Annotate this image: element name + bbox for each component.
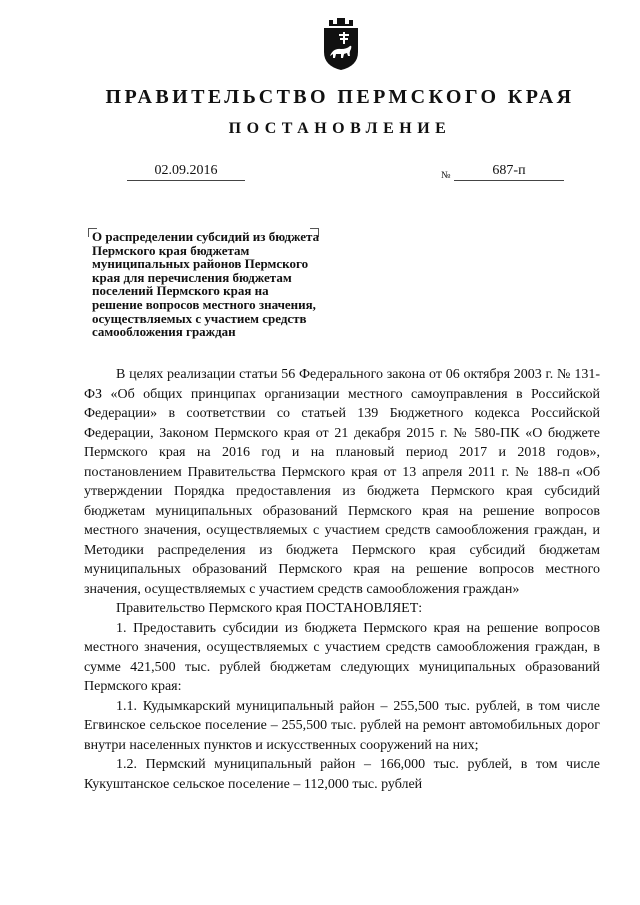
preamble-paragraph: В целях реализации статьи 56 Федерального закона от 06 октября 2003 г. № 131-ФЗ «Об общих принципах организации местного самоуправления в Российской Федерации» в соответствии со статьей 139 Бюджетного кодекса Российской Федерации, Законом Пермского края от 21 декабря 2015 г. № 580-ПК «О бюджете Пермского края на 2016 год и на плановый период 2017 и 2018 годов», постановлением Правительства Пермского края от 13 апреля 2011 г. № 188-п «Об утверждении Порядка предоставления из бюджета Пермского края субсидий бюджетам муниципальных образований Пермского края на решение вопросов местного значения, осуществляемых с участием средств самообложения граждан, и Методики распределения из бюджета Пермского края субсидий бюджетам муниципальных образований Пермского края на решение вопросов местного значения, осуществляемых с участием средств самообложения граждан» bbox=[84, 367, 600, 597]
document-type: ПОСТАНОВЛЕНИЕ bbox=[228, 120, 452, 137]
document-body bbox=[84, 365, 600, 794]
subject-line: осуществляемых с участием средств bbox=[92, 310, 307, 326]
document-subject bbox=[92, 230, 362, 339]
item-1-2-paragraph: 1.2. Пермский муниципальный район – 166,000 тыс. рублей, в том числе Кукуштанское сельское поселение – 112,000 тыс. рублей bbox=[84, 757, 600, 792]
subject-line: Пермского края бюджетам bbox=[92, 242, 250, 258]
subject-line: муниципальных районов Пермского bbox=[92, 256, 309, 272]
decree-paragraph: Правительство Пермского края ПОСТАНОВЛЯЕТ: bbox=[116, 601, 423, 616]
item-1-paragraph: 1. Предоставить субсидии из бюджета Пермского края на решение вопросов местного значения, осуществляемых с участием средств самообложения граждан, в сумме 421,500 тыс. рублей бюджетам следующих муниципальных образований Пермского края: bbox=[84, 620, 600, 694]
document-date: 02.09.2016 bbox=[127, 163, 245, 181]
subject-line: О распределении субсидий из бюджета bbox=[92, 229, 320, 244]
subject-line: самообложения граждан bbox=[92, 324, 236, 340]
subject-line: края для перечисления бюджетам bbox=[92, 269, 292, 285]
subject-line: решение вопросов местного значения, bbox=[92, 296, 316, 312]
number-label: № bbox=[441, 170, 451, 181]
subject-line: поселений Пермского края на bbox=[92, 283, 269, 299]
document-number: 687-п bbox=[454, 163, 564, 181]
coat-of-arms-icon bbox=[321, 14, 361, 72]
organization-title: ПРАВИТЕЛЬСТВО ПЕРМСКОГО КРАЯ bbox=[105, 86, 575, 108]
item-1-1-paragraph: 1.1. Кудымкарский муниципальный район – 255,500 тыс. рублей, в том числе Егвинское сельское поселение – 255,500 тыс. рублей на ремонт автомобильных дорог внутри населенных пунктов и искусственных сооружений на них; bbox=[84, 698, 600, 753]
